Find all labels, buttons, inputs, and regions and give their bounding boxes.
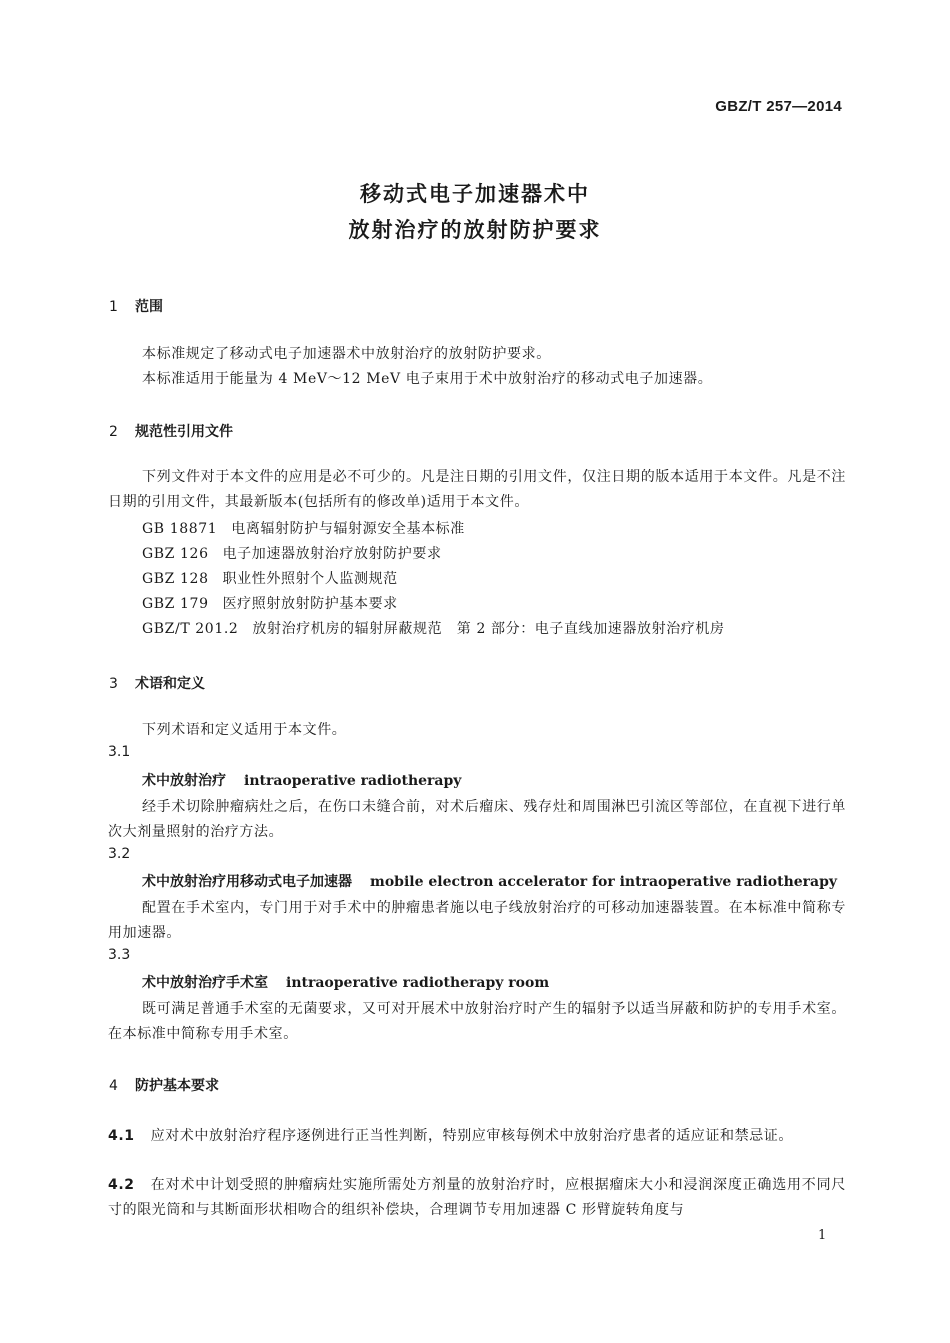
reference-title: 职业性外照射个人监测规范 bbox=[222, 571, 398, 587]
title-line-2: 放射治疗的放射防护要求 bbox=[348, 218, 602, 242]
section-title: 防护基本要求 bbox=[135, 1078, 219, 1094]
reference-item bbox=[142, 543, 442, 563]
term-definition: 经手术切除肿瘤病灶之后，在伤口未缝合前，对术后瘤床、残存灶和周围淋巴引流区等部位，在直视下进行单次大剂量照射的治疗方法。 bbox=[108, 799, 846, 840]
term-definition: 配置在手术室内，专门用于对手术中的肿瘤患者施以电子线放射治疗的可移动加速器装置。在本标准中简称专用加速器。 bbox=[108, 900, 846, 941]
references-intro: 下列文件对于本文件的应用是必不可少的。凡是注日期的引用文件，仅注日期的版本适用于本文件。凡是不注日期的引用文件，其最新版本(包括所有的修改单)适用于本文件。 bbox=[108, 469, 846, 510]
term-en: intraoperative radiotherapy bbox=[244, 773, 462, 789]
reference-title: 医疗照射放射防护基本要求 bbox=[222, 596, 398, 612]
scope-paragraph-1: 本标准规定了移动式电子加速器术中放射治疗的放射防护要求。 bbox=[142, 346, 551, 362]
term-heading bbox=[142, 972, 549, 992]
section-3-heading bbox=[109, 673, 205, 693]
reference-code: GBZ/T 201.2 bbox=[142, 621, 239, 637]
term-heading bbox=[142, 770, 461, 790]
term-zh: 术中放射治疗用移动式电子加速器 bbox=[142, 874, 352, 890]
scope-paragraph-2: 本标准适用于能量为 4 MeV～12 MeV 电子束用于术中放射治疗的移动式电子加速器。 bbox=[142, 371, 713, 387]
title-line-1: 移动式电子加速器术中 bbox=[360, 182, 590, 206]
section-number: 4 bbox=[109, 1078, 118, 1094]
term-heading bbox=[142, 871, 837, 891]
terms-intro: 下列术语和定义适用于本文件。 bbox=[142, 722, 347, 738]
reference-item bbox=[142, 518, 465, 538]
page-number: 1 bbox=[818, 1228, 827, 1243]
section-title: 术语和定义 bbox=[135, 676, 205, 692]
section-2-heading bbox=[109, 421, 233, 441]
reference-code: GBZ 179 bbox=[142, 596, 209, 612]
reference-code: GBZ 126 bbox=[142, 546, 209, 562]
term-en: mobile electron accelerator for intraoperative radiotherapy bbox=[370, 874, 838, 890]
reference-title: 放射治疗机房的辐射屏蔽规范 第 2 部分：电子直线加速器放射治疗机房 bbox=[252, 621, 725, 637]
section-4-heading bbox=[109, 1075, 219, 1095]
reference-item bbox=[142, 568, 398, 588]
clause-text: 在对术中计划受照的肿瘤病灶实施所需处方剂量的放射治疗时，应根据瘤床大小和浸润深度正确选用不同尺寸的限光筒和与其断面形状相吻合的组织补偿块，合理调节专用加速器 C 形臂旋转角度与 bbox=[108, 1177, 846, 1218]
clause-text: 应对术中放射治疗程序逐例进行正当性判断，特别应审核每例术中放射治疗患者的适应证和禁忌证。 bbox=[150, 1128, 794, 1144]
term-definition: 既可满足普通手术室的无菌要求，又可对开展术中放射治疗时产生的辐射予以适当屏蔽和防护的专用手术室。在本标准中简称专用手术室。 bbox=[108, 1001, 846, 1042]
term-number: 3.2 bbox=[108, 846, 131, 862]
section-number: 3 bbox=[109, 676, 118, 692]
term-number: 3.1 bbox=[108, 744, 131, 760]
clause-4-2 bbox=[108, 1173, 846, 1223]
reference-item bbox=[142, 593, 398, 613]
term-en: intraoperative radiotherapy room bbox=[286, 975, 550, 991]
standard-code: GBZ/T 257—2014 bbox=[715, 98, 842, 115]
reference-code: GBZ 128 bbox=[142, 571, 209, 587]
reference-title: 电离辐射防护与辐射源安全基本标准 bbox=[231, 521, 465, 537]
section-number: 2 bbox=[109, 424, 118, 440]
section-title: 规范性引用文件 bbox=[135, 424, 233, 440]
term-number: 3.3 bbox=[108, 947, 131, 963]
reference-item bbox=[142, 618, 725, 638]
clause-4-1 bbox=[108, 1124, 846, 1149]
reference-title: 电子加速器放射治疗放射防护要求 bbox=[222, 546, 442, 562]
clause-number: 4.1 bbox=[108, 1128, 135, 1144]
term-zh: 术中放射治疗手术室 bbox=[142, 975, 268, 991]
section-number: 1 bbox=[109, 299, 118, 315]
section-title: 范围 bbox=[135, 299, 163, 315]
section-1-heading bbox=[109, 296, 163, 316]
reference-code: GB 18871 bbox=[142, 521, 218, 537]
term-zh: 术中放射治疗 bbox=[142, 773, 226, 789]
clause-number: 4.2 bbox=[108, 1177, 135, 1193]
